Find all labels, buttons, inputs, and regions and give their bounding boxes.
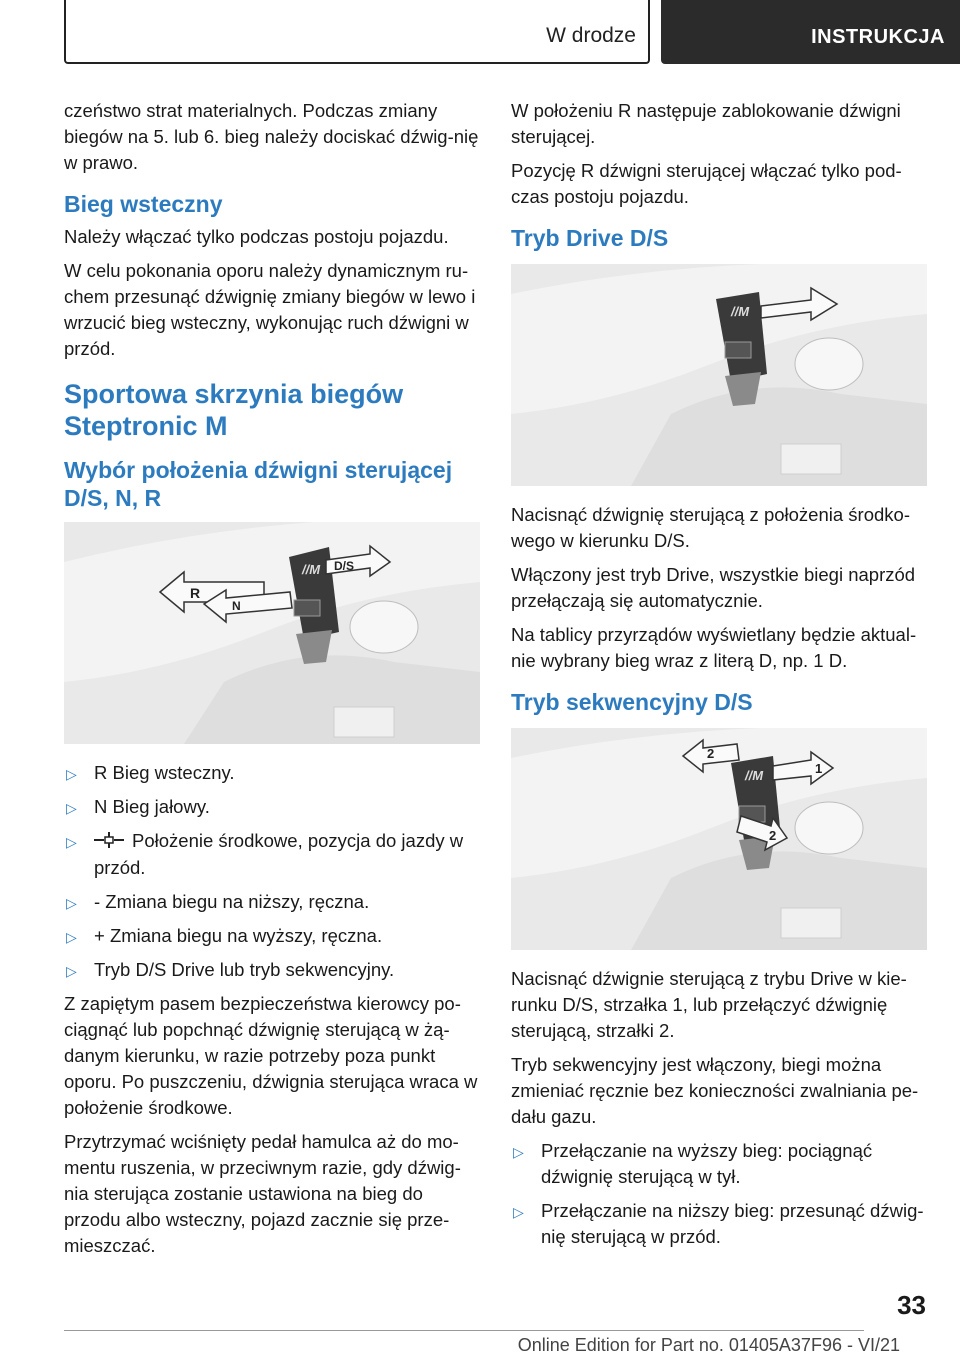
heading-steptronic: Sportowa skrzynia biegów Steptronic M	[64, 379, 404, 441]
paragraph: Pozycję R dźwigni sterującej włączać tylko pod‐czas postoju pojazdu.	[511, 160, 902, 207]
triangle-bullet-icon: ▷	[66, 963, 77, 980]
fig-label-r: R	[190, 585, 201, 601]
list-item: ▷ + Zmiana biegu na wyższy, ręczna.	[64, 923, 482, 949]
figure-lever-positions	[64, 522, 480, 744]
triangle-bullet-icon: ▷	[66, 834, 77, 850]
list-item: ▷ Przełączanie na wyższy bieg: pociągnąć dźwignię sterującą w tył.	[513, 1140, 873, 1187]
footer-divider	[64, 1330, 864, 1331]
heading-drive-mode: Tryb Drive D/S	[511, 225, 669, 251]
section-title: W drodze	[546, 24, 636, 47]
list-item: ▷ N Bieg jałowy.	[64, 794, 482, 820]
heading-lever-positions: Wybór położenia dźwigni sterującej D/S, N, R	[64, 457, 453, 511]
fig-label-1: 1	[815, 761, 823, 776]
fig-label-ds: D/S	[334, 559, 355, 573]
heading-reverse-gear: Bieg wsteczny	[64, 191, 223, 217]
figure-drive-mode	[511, 264, 927, 486]
heading-sequential-mode: Tryb sekwencyjny D/S	[511, 689, 753, 715]
list-item: ▷ R Bieg wsteczny.	[64, 760, 482, 786]
paragraph: Należy włączać tylko podczas postoju pojazdu.	[64, 226, 449, 247]
paragraph: Nacisnąć dźwignię sterującą z położenia środko‐wego w kierunku D/S.	[511, 504, 910, 551]
paragraph: Przytrzymać wciśnięty pedał hamulca aż do mo‐mentu ruszenia, w przeciwnym razie, gdy dźwig‐nia sterująca zostanie ustawiona na bieg do przodu albo wsteczny, pojazd zacznie się prze‐mieszczać.	[64, 1131, 461, 1257]
fig-label-2-top: 2	[707, 746, 715, 761]
center-position-icon	[94, 829, 124, 855]
list-item: ▷ Tryb D/S Drive lub tryb sekwencyjny.	[64, 957, 482, 983]
paragraph: czeństwo strat materialnych. Podczas zmiany biegów na 5. lub 6. bieg należy dociskać dźwig‐nię w prawo.	[64, 100, 479, 173]
paragraph: W położeniu R następuje zablokowanie dźwigni sterującej.	[511, 100, 901, 147]
triangle-bullet-icon: ▷	[513, 1204, 524, 1220]
list-item: ▷ Przełączanie na niższy bieg: przesunąć dźwig‐nię sterującą w przód.	[513, 1200, 924, 1247]
svg-text://M: //M	[302, 562, 321, 577]
chapter-title[interactable]: INSTRUKCJA	[811, 26, 945, 48]
figure-sequential-mode	[511, 728, 927, 950]
triangle-bullet-icon: ▷	[66, 929, 77, 946]
triangle-bullet-icon: ▷	[66, 766, 77, 782]
svg-text://M: //M	[731, 304, 750, 319]
lever-position-list	[64, 760, 482, 983]
list-item: ▷ Położenie środkowe, pozycja do jazdy w przód.	[66, 830, 464, 879]
page-number: 33	[897, 1290, 926, 1320]
triangle-bullet-icon: ▷	[513, 1144, 524, 1160]
svg-text://M: //M	[745, 768, 764, 783]
triangle-bullet-icon: ▷	[66, 895, 77, 912]
paragraph: Tryb sekwencyjny jest włączony, biegi można zmieniać ręcznie bez konieczności zwalniania pe‐dału gazu.	[511, 1054, 919, 1127]
sequential-shift-list	[511, 1138, 929, 1250]
paragraph: Włączony jest tryb Drive, wszystkie biegi naprzód przełączają się automatycznie.	[511, 564, 916, 611]
fig-label-n: N	[232, 599, 241, 613]
footer-edition: Online Edition for Part no. 01405A37F96 - VI/21	[517, 1335, 900, 1355]
fig-label-2-bottom: 2	[769, 828, 777, 843]
paragraph: Nacisnąć dźwignie sterującą z trybu Drive w kie‐runku D/S, strzałka 1, lub przełączyć dźwignię sterującą, strzałki 2.	[511, 968, 907, 1041]
triangle-bullet-icon: ▷	[66, 800, 77, 816]
left-column	[64, 98, 482, 1267]
paragraph: Na tablicy przyrządów wyświetlany będzie aktual‐nie wybrany bieg wraz z literą D, np. 1 D.	[511, 624, 917, 671]
paragraph: W celu pokonania oporu należy dynamicznym ru‐chem przesunąć dźwignię zmiany biegów w lewo i wrzucić bieg wsteczny, wykonując ruch dźwigni w przód.	[64, 260, 476, 359]
list-item: ▷ - Zmiana biegu na niższy, ręczna.	[64, 889, 482, 915]
right-column	[511, 98, 929, 1258]
paragraph: Z zapiętym pasem bezpieczeństwa kierowcy po‐ciągnąć lub popchnąć dźwignię sterującą w żą‐danym kierunku, w razie potrzeby poza punkt oporu. Po puszczeniu, dźwignia sterująca wraca w położenie środkowe.	[64, 993, 478, 1119]
